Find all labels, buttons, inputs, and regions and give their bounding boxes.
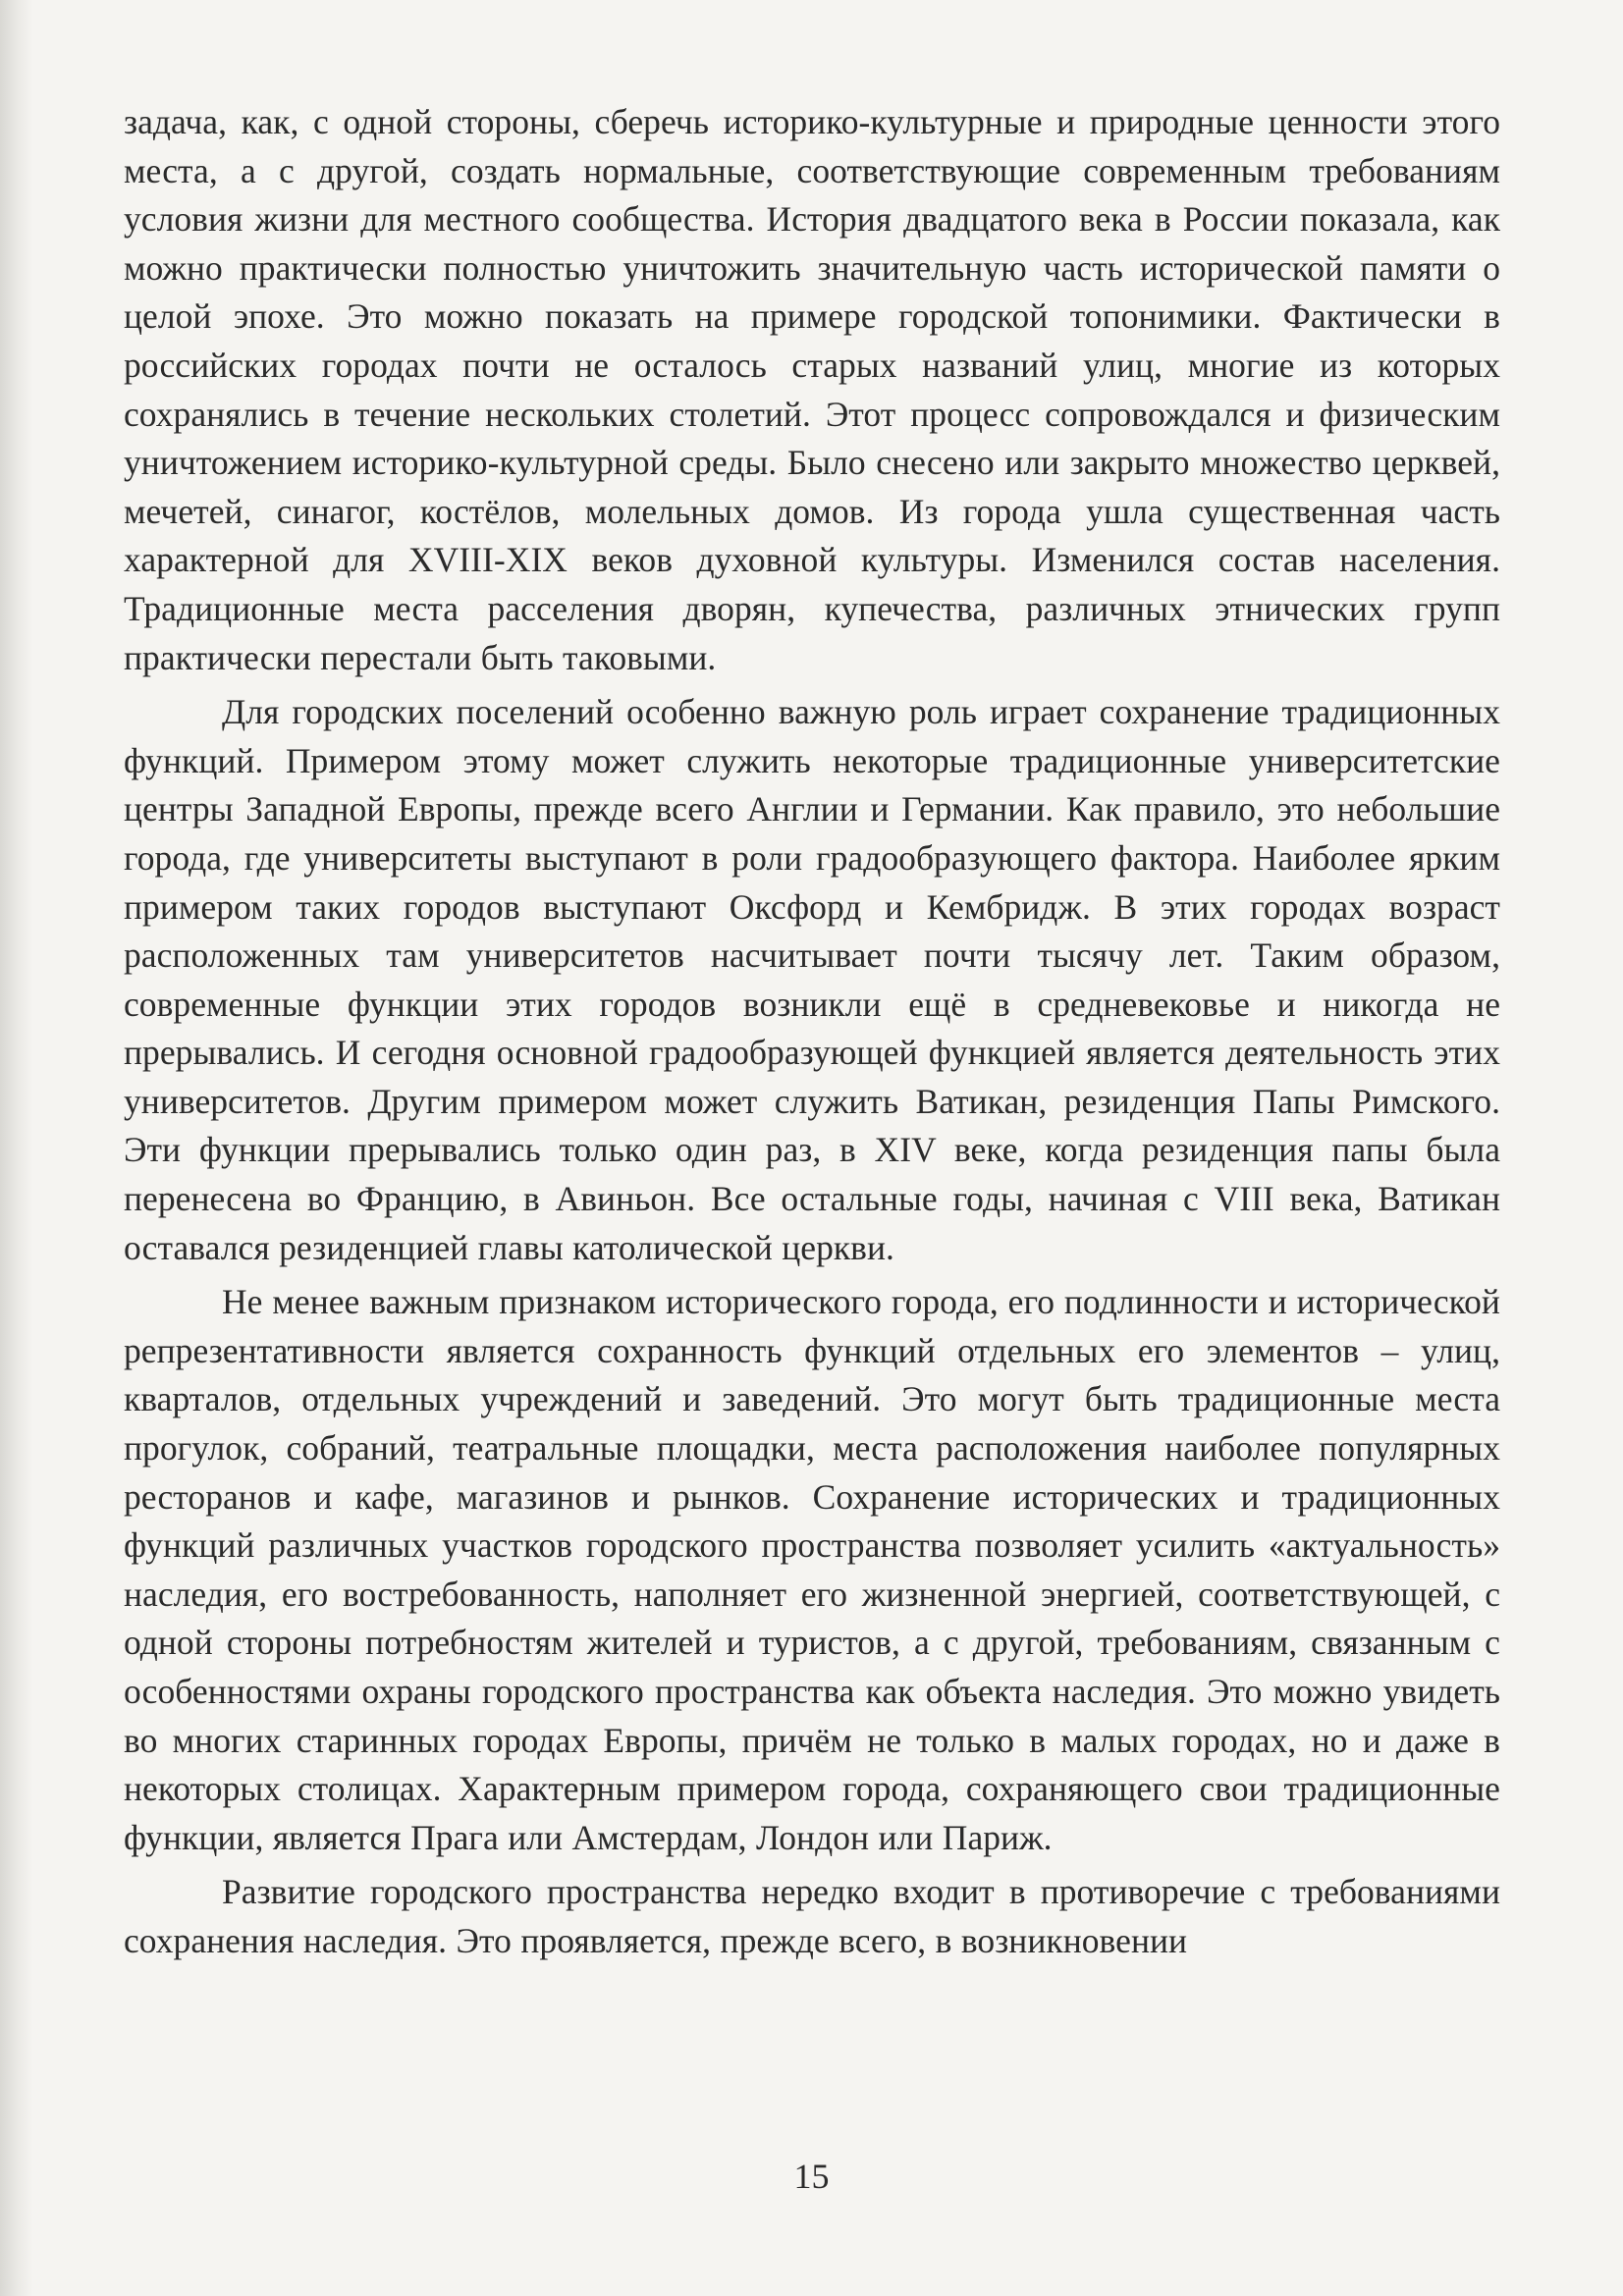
- page-number: 15: [793, 2157, 830, 2196]
- paragraph: Для городских поселений особенно важную роль играет сохранение традиционных функций. Примером этому может служить некоторые традиционные университетские центры Западной Европы, прежде всего Англии и Германии. Как правило, это небольшие города, где университеты выступают в роли градообразующего фактора. Наиболее ярким примером таких городов выступают Оксфорд и Кембридж. В этих городах возраст расположенных там университетов насчитывает почти тысячу лет. Таким образом, современные функции этих городов возникли ещё в средневековье и никогда не прерывались. И сегодня основной градообразующей функцией является деятельность этих университетов. Другим примером может служить Ватикан, резиденция Папы Римского. Эти функции прерывались только один раз, в XIV веке, когда резиденция папы была перенесена во Францию, в Авиньон. Все остальные годы, начиная с VIII века, Ватикан оставался резиденцией главы католической церкви.: [124, 692, 1500, 1267]
- paragraph-continued: задача, как, с одной стороны, сберечь историко-культурные и природные ценности этого места, а с другой, создать нормальные, соответствующие современным требованиям условия жизни для местного сообщества. История двадцатого века в России показала, как можно практически полностью уничтожить значительную часть исторической памяти о целой эпохе. Это можно показать на примере городской топонимики. Фактически в российских городах почти не осталось старых названий улиц, многие из которых сохранялись в течение нескольких столетий. Этот процесс сопровождался и физическим уничтожением историко-культурной среды. Было снесено или закрыто множество церквей, мечетей, синагог, костёлов, молельных домов. Из города ушла существенная часть характерной для XVIII-XIX веков духовной культуры. Изменился состав населения. Традиционные места расселения дворян, купечества, различных этнических групп практически перестали быть таковыми.: [124, 102, 1500, 677]
- paragraph: Развитие городского пространства нередко входит в противоречие с требованиями сохранения наследия. Это проявляется, прежде всего, в возникновении: [124, 1872, 1500, 1960]
- paragraph: Не менее важным признаком исторического города, его подлинности и исторической репрезентативности является сохранность функций отдельных его элементов – улиц, кварталов, отдельных учреждений и заведений. Это могут быть традиционные места прогулок, собраний, театральные площадки, места расположения наиболее популярных ресторанов и кафе, магазинов и рынков. Сохранение исторических и традиционных функций различных участков городского пространства позволяет усилить «актуальность» наследия, его востребованность, наполняет его жизненной энергией, соответствующей, с одной стороны потребностям жителей и туристов, а с другой, требованиям, связанным с особенностями охраны городского пространства как объекта наследия. Это можно увидеть во многих старинных городах Европы, причём не только в малых городах, но и даже в некоторых столицах. Характерным примером города, сохраняющего свои традиционные функции, является Прага или Амстердам, Лондон или Париж.: [124, 1282, 1500, 1857]
- gutter-shadow: [0, 0, 33, 2296]
- body-text: [124, 98, 1500, 1966]
